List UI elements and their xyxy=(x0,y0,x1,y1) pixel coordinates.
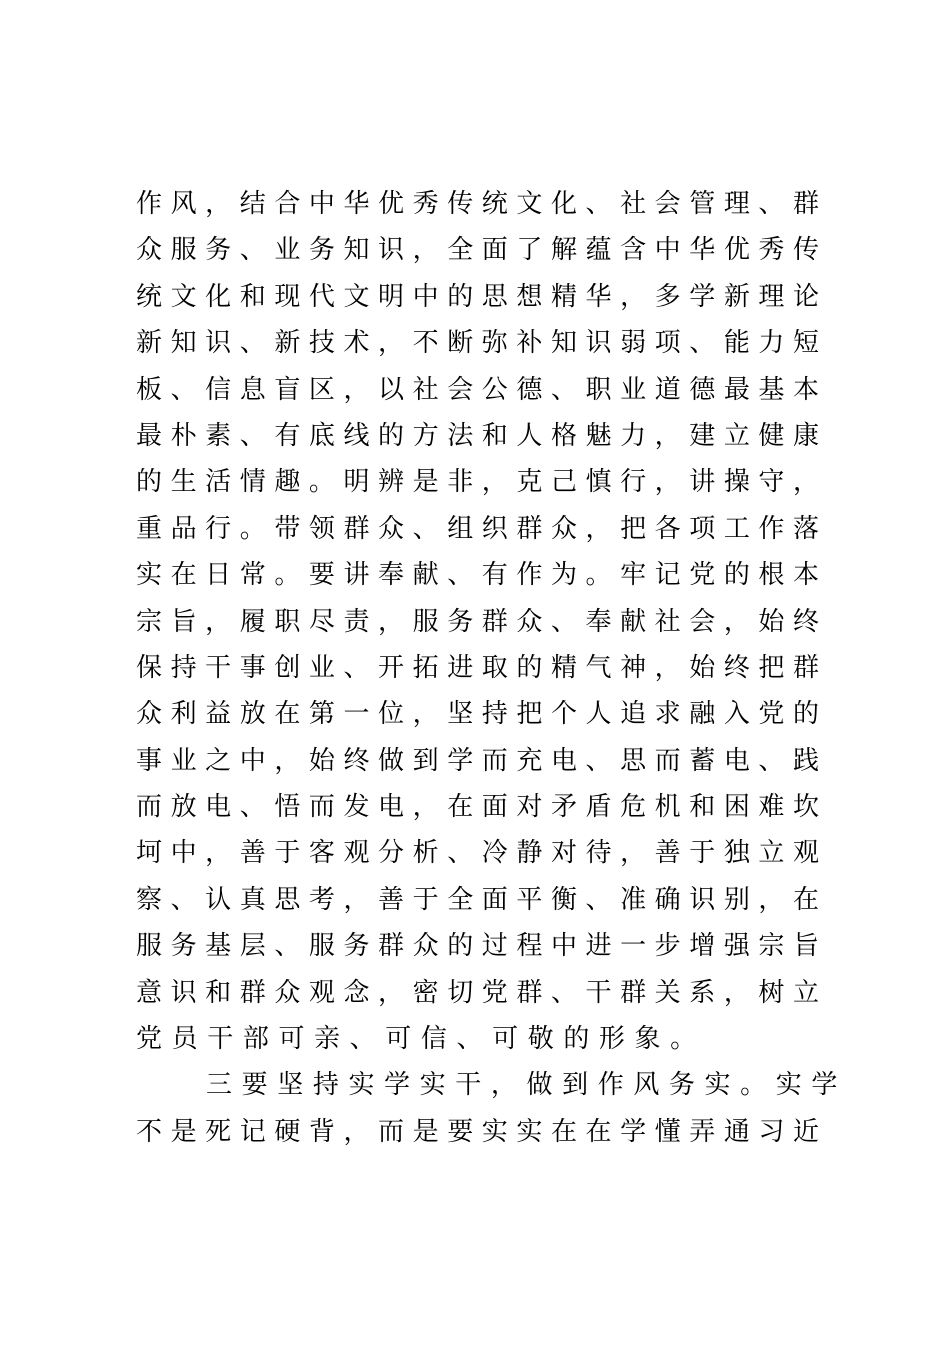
text-line: 察 、 认 真 思 考 ， 善 于 全 面 平 衡 、 准 确 识 别 ， 在 xyxy=(136,884,819,915)
text-line: 作 风 ， 结 合 中 华 优 秀 传 统 文 化 、 社 会 管 理 、 群 xyxy=(136,189,819,219)
text-line: 意 识 和 群 众 观 念 ， 密 切 党 群 、 干 群 关 系 ， 树 立 xyxy=(136,977,819,1008)
text-line: 最 朴 素 、 有 底 线 的 方 法 和 人 格 魅 力 ， 建 立 健 康 xyxy=(136,420,819,451)
text-line: 保 持 干 事 创 业 、 开 拓 进 取 的 精 气 神 ， 始 终 把 群 xyxy=(136,652,819,683)
text-line: 服 务 基 层 、 服 务 群 众 的 过 程 中 进 一 步 增 强 宗 旨 xyxy=(136,931,819,962)
paragraph-first-line: 三 要 坚 持 实 学 实 干 ， 做 到 作 风 务 实 。 实 学 xyxy=(206,1070,838,1101)
body-text xyxy=(136,181,838,1155)
text-line: 统 文 化 和 现 代 文 明 中 的 思 想 精 华 ， 多 学 新 理 论 xyxy=(136,281,819,312)
text-line: 新 知 识 、 新 技 术 ， 不 断 弥 补 知 识 弱 项 、 能 力 短 xyxy=(136,328,819,359)
text-line: 众 利 益 放 在 第 一 位 ， 坚 持 把 个 人 追 求 融 入 党 的 xyxy=(136,699,819,730)
text-line: 板 、 信 息 盲 区 ， 以 社 会 公 德 、 职 业 道 德 最 基 本 xyxy=(136,374,819,405)
text-line: 宗 旨 ， 履 职 尽 责 ， 服 务 群 众 、 奉 献 社 会 ， 始 终 xyxy=(136,606,819,637)
text-line: 众 服 务 、 业 务 知 识 ， 全 面 了 解 蕴 含 中 华 优 秀 传 xyxy=(136,235,819,266)
text-line: 坷 中 ， 善 于 客 观 分 析 、 冷 静 对 待 ， 善 于 独 立 观 xyxy=(136,838,819,869)
text-line: 党 员 干 部 可 亲 、 可 信 、 可 敬 的 形 象 。 xyxy=(136,1024,697,1055)
text-line: 重 品 行 。 带 领 群 众 、 组 织 群 众 ， 把 各 项 工 作 落 xyxy=(136,513,819,544)
text-line: 实 在 日 常 。 要 讲 奉 献 、 有 作 为 。 牢 记 党 的 根 本 xyxy=(136,560,819,591)
text-line: 而 放 电 、 悟 而 发 电 ， 在 面 对 矛 盾 危 机 和 困 难 坎 xyxy=(136,792,819,823)
text-line: 的 生 活 情 趣 。 明 辨 是 非 ， 克 己 慎 行 ， 讲 操 守 ， xyxy=(136,467,819,498)
text-line: 事 业 之 中 ， 始 终 做 到 学 而 充 电 、 思 而 蓄 电 、 践 xyxy=(136,745,819,776)
text-line: 不 是 死 记 硬 背 ， 而 是 要 实 实 在 在 学 懂 弄 通 习 近 xyxy=(136,1116,819,1147)
